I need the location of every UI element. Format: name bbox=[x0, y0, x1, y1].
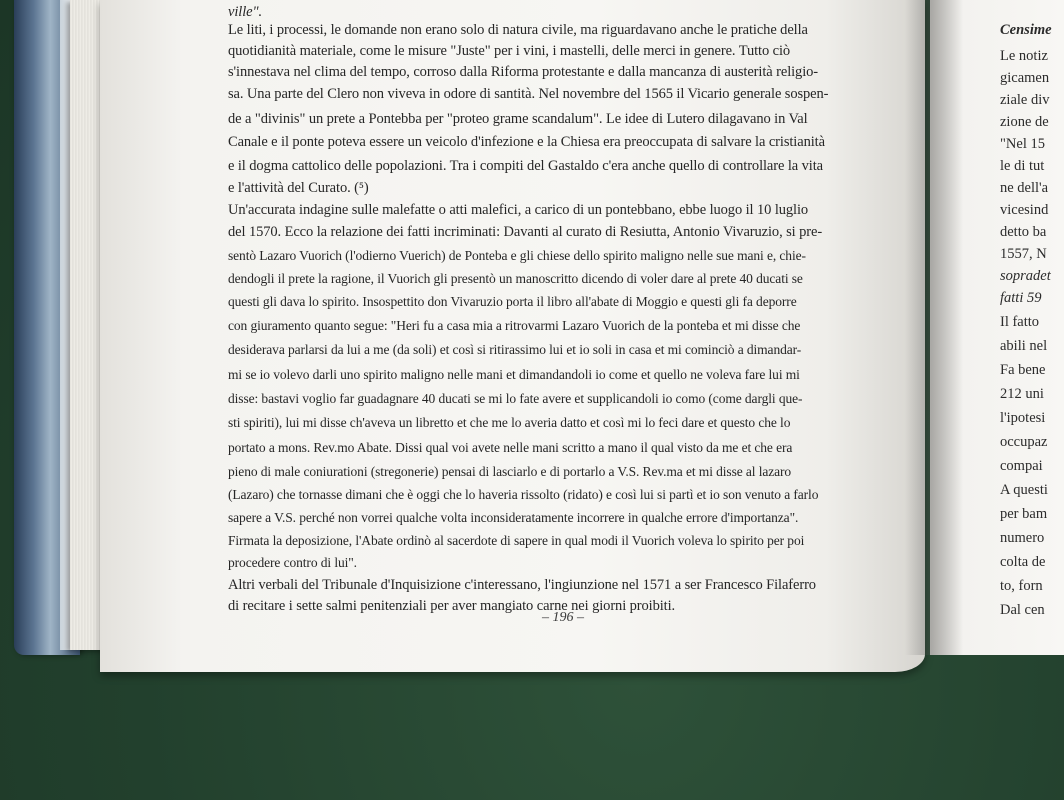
text-line: Canale e il ponte poteva essere un veicolo d'infezione e la Chiesa era preoccupata di salvare la cristianità bbox=[228, 134, 825, 150]
text-line: desiderava parlarsi da lui a me (da soli) et così si ritirassimo lui et io soli in casa et mi cominciò a dimandar- bbox=[228, 342, 802, 357]
right-page-line: Dal cen bbox=[1000, 602, 1045, 618]
right-page-line: occupaz bbox=[1000, 434, 1048, 450]
right-page-line: to, forn bbox=[1000, 578, 1043, 594]
text-line: di recitare i sette salmi penitenziali per aver mangiato carne nei giorni proibiti. bbox=[228, 598, 676, 614]
text-line: s'innestava nel clima del tempo, corroso dalla Riforma protestante e dalla mancanza di austerità religio- bbox=[228, 64, 819, 80]
right-page-line: abili nel bbox=[1000, 338, 1048, 354]
text-line: sa. Una parte del Clero non viveva in odore di santità. Nel novembre del 1565 il Vicario generale sospen- bbox=[228, 86, 829, 102]
text-line: e il dogma cattolico delle popolazioni. Tra i compiti del Gastaldo c'era anche quello di controllare la vita bbox=[228, 158, 823, 174]
right-page-line: numero bbox=[1000, 530, 1045, 546]
text-line: procedere contro di lui". bbox=[228, 555, 357, 570]
text-line: sti spiriti), lui mi disse ch'aveva un libretto et che me lo averia datto et così mi lo feci dare et questo che lo bbox=[228, 415, 791, 430]
text-line: disse: bastavi voglio far guadagnare 40 ducati se mi lo fate avere et supplicandoli io como (come dargli que- bbox=[228, 391, 803, 406]
right-page-line: detto ba bbox=[1000, 224, 1047, 240]
text-line: questi gli dava lo spirito. Insospettito don Vivaruzio porta il libro all'abate di Moggio e questi gli fa deporre bbox=[228, 294, 797, 309]
right-page-line: ne dell'a bbox=[1000, 180, 1049, 196]
right-page-heading: Censime bbox=[1000, 22, 1052, 38]
right-page-line: 1557, N bbox=[1000, 246, 1047, 262]
right-page-line: Le notiz bbox=[1000, 48, 1048, 64]
text-line: Un'accurata indagine sulle malefatte o atti malefici, a carico di un pontebbano, ebbe luogo il 10 luglio bbox=[228, 202, 809, 218]
right-page-line: fatti 59 bbox=[1000, 290, 1042, 306]
text-line: Le liti, i processi, le domande non erano solo di natura civile, ma riguardavano anche le pratiche della bbox=[228, 22, 808, 38]
text-line: portato a mons. Rev.mo Abate. Dissi qual voi avete nelle mani scritto a mano il qual visto da me et che era bbox=[228, 440, 793, 455]
right-page-line: gicamen bbox=[1000, 70, 1050, 86]
text-line: con giuramento quanto segue: "Heri fu a casa mia a ritrovarmi Lazaro Vuorich de la ponteba et mi disse che bbox=[228, 318, 801, 333]
book-gutter bbox=[905, 0, 963, 655]
text-line: sapere a V.S. perché non vorrei qualche volta inconsideratamente incorrere in qualche errore d'importanza". bbox=[228, 510, 799, 525]
right-page-line: le di tut bbox=[1000, 158, 1045, 174]
right-page-line: vicesind bbox=[1000, 202, 1049, 218]
right-page-line: A questi bbox=[1000, 482, 1048, 498]
text-line: dendogli il prete la ragione, il Vuorich gli presentò un manoscritto dicendo di voler dare al prete 40 ducati se bbox=[228, 271, 803, 286]
page-number: – 196 – bbox=[542, 610, 584, 625]
text-line: ville". bbox=[228, 4, 262, 20]
right-page-line: ziale div bbox=[1000, 92, 1050, 108]
right-page-line: zione de bbox=[1000, 114, 1049, 130]
right-page-line: l'ipotesi bbox=[1000, 410, 1046, 426]
text-line: de a "divinis" un prete a Pontebba per "proteo grame scandalum". Le idee di Lutero dilagavano in Val bbox=[228, 111, 808, 127]
right-page-line: "Nel 15 bbox=[1000, 136, 1045, 152]
right-page-line: 212 uni bbox=[1000, 386, 1044, 402]
text-line: e l'attività del Curato. (⁵) bbox=[228, 180, 369, 196]
right-page-line: Fa bene bbox=[1000, 362, 1046, 378]
right-page-line: colta de bbox=[1000, 554, 1046, 570]
right-page-line: per bam bbox=[1000, 506, 1048, 522]
text-line: sentò Lazaro Vuorich (l'odierno Vuerich) de Ponteba e gli chiese dello spirito maligno nelle sue mani e, chie- bbox=[228, 248, 806, 263]
right-page-line: sopradet bbox=[1000, 268, 1051, 284]
right-page-line: compai bbox=[1000, 458, 1043, 474]
text-line: Altri verbali del Tribunale d'Inquisizione c'interessano, l'ingiunzione nel 1571 a ser Francesco Filaferro bbox=[228, 577, 816, 593]
right-page-line: Il fatto bbox=[1000, 314, 1040, 330]
text-line: mi se io volevo darli uno spirito maligno nelle mani et dimandandoli io come et quello ne voleva fare lui mi bbox=[228, 367, 800, 382]
text-line: quotidianità materiale, come le misure "Juste" per i vini, i mastelli, delle merci in genere. Tutto ciò bbox=[228, 43, 791, 59]
text-line: pieno di male coniurationi (stregonerie) pensai di lasciarlo e di portarlo a V.S. Rev.ma et mi disse al lazaro bbox=[228, 464, 792, 479]
text-line: del 1570. Ecco la relazione dei fatti incriminati: Davanti al curato di Resiutta, Antonio Vivaruzio, si pre- bbox=[228, 224, 823, 240]
text-line: Firmata la deposizione, l'Abate ordinò al sacerdote di sapere in qual modi il Vuorich voleva lo spirito per poi bbox=[228, 533, 805, 548]
text-line: (Lazaro) che tornasse dimani che è oggi che lo haveria rissolto (ridato) e così lui si partì et io son venuto a farlo bbox=[228, 487, 819, 502]
